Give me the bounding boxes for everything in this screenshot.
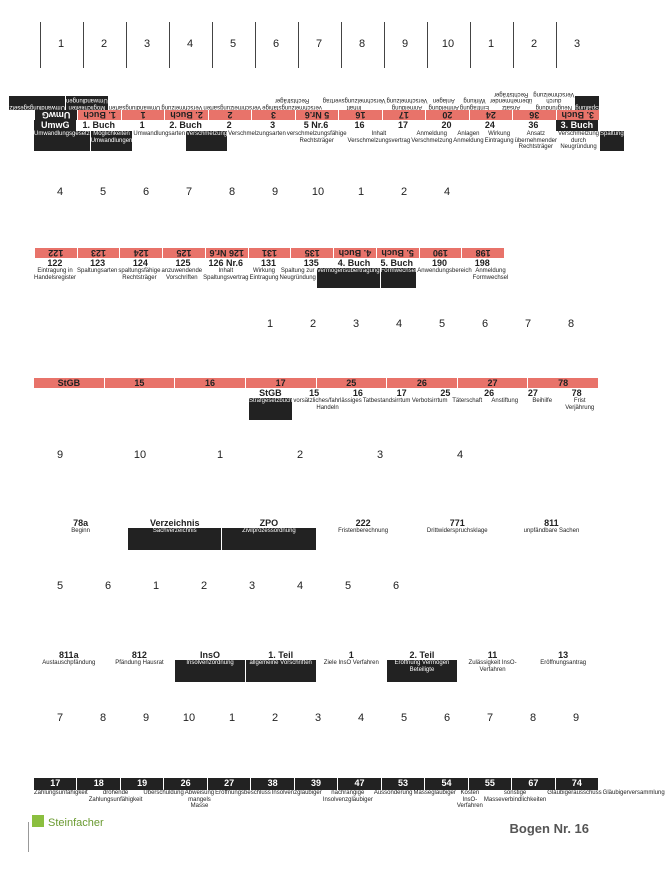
tab-cell: Eröffnungsantrag	[528, 660, 599, 682]
tab-number: 4	[296, 580, 304, 592]
tab-cell: 15	[293, 388, 337, 398]
white-tab-row	[249, 388, 599, 398]
tab-cell: Aussonderung	[374, 790, 414, 812]
sheet-number: Bogen Nr. 16	[509, 821, 589, 836]
tab-cell: vorsätzliches/fahrlässiges Handeln	[293, 398, 362, 420]
tab-cell: 1. Buch	[77, 110, 120, 120]
tab-cell: Beihilfe	[524, 398, 562, 420]
tab-number: 2	[296, 449, 304, 461]
ruler-column	[427, 20, 469, 70]
tab-strip-umwg	[9, 91, 624, 156]
tab-cell: Anmeldung Formwechsel	[473, 268, 510, 288]
ruler-column	[470, 20, 512, 70]
tab-cell: 4. Buch	[333, 248, 376, 258]
tab-cell: 1	[317, 650, 388, 660]
labels-bottom-row	[34, 528, 599, 550]
tab-number: 5	[56, 580, 64, 592]
ruler-column	[556, 20, 598, 70]
tab-cell: 131	[248, 248, 291, 258]
tab-cell: Strafgesetzbuch	[249, 398, 293, 420]
ruler-column	[513, 20, 555, 70]
labels-bottom-row	[34, 790, 665, 812]
tab-cell: 17	[380, 388, 424, 398]
tab-cell: Beginn	[34, 528, 128, 550]
tab-number: 4	[456, 449, 464, 461]
tab-number: 7	[524, 318, 532, 330]
tab-cell: Zahlungsunfähigkeit	[34, 790, 89, 812]
tab-number: 9	[56, 449, 64, 461]
labels-bottom-row	[249, 398, 599, 420]
brand-logo-icon	[32, 815, 44, 827]
tab-cell: 125	[162, 258, 205, 268]
tab-cell: Eröffnung Vermögen Beteiligte	[387, 660, 458, 682]
ruler-column	[83, 20, 125, 70]
tab-cell: 1	[121, 110, 164, 120]
tab-strip-zpo	[34, 490, 599, 550]
tab-cell: Verschmelzungsarten	[202, 96, 261, 110]
tab-cell: 26	[387, 378, 458, 388]
tab-number: 4	[395, 318, 403, 330]
tab-number: 9	[271, 186, 279, 198]
ruler-column	[169, 20, 211, 70]
tab-strip-spaltung	[34, 222, 599, 286]
white-tab-row	[34, 650, 599, 660]
tab-cell: Überschuldung	[143, 790, 184, 812]
tab-cell: UmwG	[34, 110, 77, 120]
tab-cell: 26	[468, 388, 512, 398]
tab-cell: 126 Nr.6	[205, 248, 248, 258]
tab-cell: 198	[461, 258, 504, 268]
tab-cell: 3	[251, 110, 294, 120]
tab-cell: sonstige Masseverbindlichkeiten	[484, 790, 547, 812]
tab-cell: 78	[555, 388, 599, 398]
tab-cell: Drittwiderspruchsklage	[411, 528, 505, 550]
ruler-number: 3	[143, 38, 151, 50]
tab-cell: Anmeldung Verschmelzung	[386, 97, 428, 110]
tab-cell: 55	[469, 778, 512, 790]
tab-cell: Umwandlungsarten	[133, 131, 186, 151]
tab-number: 2	[271, 712, 279, 724]
tab-cell: 20	[425, 110, 468, 120]
tab-cell: 135	[290, 248, 333, 258]
tab-cell: 17	[382, 120, 425, 131]
ruler-number: 9	[401, 38, 409, 50]
tab-cell: 4. Buch	[333, 258, 376, 268]
tab-cell: Zivilprozessordnung	[222, 528, 316, 550]
tab-number: 7	[56, 712, 64, 724]
brand-name: Steinfacher	[48, 817, 104, 829]
ruler-number: 2	[530, 38, 538, 50]
tab-number: 3	[248, 580, 256, 592]
tab-cell: 47	[338, 778, 381, 790]
tab-number: 3	[352, 318, 360, 330]
tab-cell: 2. Buch	[164, 120, 207, 131]
tab-cell: 122	[34, 248, 77, 258]
tab-cell: 124	[119, 258, 162, 268]
ruler-column	[126, 20, 168, 70]
tab-number: 1	[152, 580, 160, 592]
tab-cell: anzuwendende Vorschriften	[161, 268, 203, 288]
red-tab-row	[34, 248, 504, 258]
tab-cell: Eintragung in Handelsregister	[34, 268, 77, 288]
tab-number: 1	[357, 186, 365, 198]
tab-cell: UmwG	[34, 120, 77, 131]
tab-cell: 812	[105, 650, 176, 660]
tab-number: 9	[572, 712, 580, 724]
ruler-column	[341, 20, 383, 70]
tab-cell: 2. Buch	[164, 110, 207, 120]
tab-cell: 3. Buch	[556, 120, 599, 131]
ruler-column	[298, 20, 340, 70]
tab-cell: Ziele InsO Verfahren	[317, 660, 388, 682]
labels-top-row	[9, 91, 599, 110]
tab-number: 10	[311, 186, 325, 198]
tab-cell: 24	[469, 110, 512, 120]
tab-cell: verschmelzungsfähige Rechtsträger	[262, 97, 322, 110]
tab-cell: Insolvenzordnung	[175, 660, 246, 682]
tab-number: 5	[99, 186, 107, 198]
tab-number: 8	[567, 318, 575, 330]
ruler-number: 3	[573, 38, 581, 50]
tab-cell: 19	[121, 778, 164, 790]
tab-cell: Austauschpfändung	[34, 660, 105, 682]
tab-cell: Insolvenzgläubiger	[272, 790, 323, 812]
tab-cell: nachrangige Insolvenzgläubiger	[323, 790, 374, 812]
tab-number: 3	[376, 449, 384, 461]
tab-cell: ZPO	[222, 518, 316, 528]
tab-cell: 74	[556, 778, 599, 790]
tab-cell: 15	[105, 378, 176, 388]
tab-cell: 16	[175, 378, 246, 388]
tab-number: 5	[438, 318, 446, 330]
tab-cell: Gläubigerversammlung	[603, 790, 666, 812]
ruler-column	[40, 20, 82, 70]
tab-cell: Verschmelzung durch Neugründung	[557, 131, 600, 150]
tab-cell: 27	[512, 388, 556, 398]
tab-cell: 3. Buch	[556, 110, 599, 120]
tab-cell: 78a	[34, 518, 128, 528]
top-number-ruler	[40, 20, 600, 70]
tab-cell: InsO	[175, 650, 246, 660]
tab-cell: 125	[162, 248, 205, 258]
tab-cell: Spaltung zur Neugründung	[280, 268, 317, 288]
tab-cell: Verzeichnis	[128, 518, 222, 528]
tab-number: 5	[344, 580, 352, 592]
tab-cell: 198	[461, 248, 504, 258]
tab-cell: 26	[164, 778, 207, 790]
tab-cell: Eröffnungsbeschluss	[215, 790, 272, 812]
tab-cell: Zulässigkeit InsO-Verfahren	[458, 660, 529, 682]
tab-cell: Inhalt Verschmelzungsvertrag	[348, 131, 412, 151]
tab-cell: StGB	[34, 378, 105, 388]
tab-number: 1	[266, 318, 274, 330]
tab-number: 4	[443, 186, 451, 198]
red-tab-row	[34, 110, 599, 120]
tab-cell: 131	[248, 258, 291, 268]
tab-cell: Anlagen Anmeldung	[453, 131, 484, 151]
tab-strip-inso-2	[34, 750, 665, 810]
tab-cell: Gläubigerausschuss	[547, 790, 602, 812]
labels-bottom-row	[34, 131, 624, 151]
tab-cell: Neugründung durch Verschmelzung	[533, 91, 575, 110]
tab-cell: 11	[458, 650, 529, 660]
tab-number: 10	[133, 449, 147, 461]
tab-cell: StGB	[249, 388, 293, 398]
tab-cell: 36	[512, 120, 555, 131]
tab-cell: 16	[338, 120, 381, 131]
tab-cell: 811	[505, 518, 599, 528]
ruler-number: 10	[441, 38, 455, 50]
tab-cell: 771	[411, 518, 505, 528]
tab-number: 3	[314, 712, 322, 724]
tab-cell: Umwandlungsgesetz	[34, 131, 91, 151]
white-tab-row	[34, 120, 599, 131]
tab-cell: Täterschaft	[449, 398, 487, 420]
crop-mark	[28, 822, 29, 852]
tab-number: 6	[104, 580, 112, 592]
tab-cell: 17	[246, 378, 317, 388]
tab-number: 1	[228, 712, 236, 724]
tab-cell: 27	[208, 778, 251, 790]
tab-cell: Vermögensübertragung	[317, 268, 381, 288]
tab-cell: Wirkung Eintragung	[485, 131, 515, 151]
white-tab-row	[34, 258, 504, 268]
ruler-number: 7	[315, 38, 323, 50]
tab-number: 9	[142, 712, 150, 724]
white-tab-row	[34, 778, 599, 790]
tab-number: 7	[185, 186, 193, 198]
tab-cell: Kosten InsO-Verfahren	[457, 790, 484, 812]
tab-cell: 36	[512, 110, 555, 120]
ruler-number: 1	[57, 38, 65, 50]
tab-cell: 5 Nr.6	[295, 110, 338, 120]
tab-cell: spaltungsfähige Rechtsträger	[118, 268, 161, 288]
tab-number: 2	[400, 186, 408, 198]
tab-cell: unpfändbare Sachen	[505, 528, 599, 550]
tab-number: 2	[309, 318, 317, 330]
tab-cell: 25	[424, 388, 468, 398]
tab-number: 7	[486, 712, 494, 724]
tab-number: 1	[216, 449, 224, 461]
tab-cell: Inhalt Spaltungsvertrag	[203, 268, 249, 288]
tab-cell: 54	[425, 778, 468, 790]
tab-cell: Spaltung	[600, 131, 625, 151]
tab-cell: 24	[469, 120, 512, 131]
ruler-number: 1	[487, 38, 495, 50]
tab-cell: Spaltung	[574, 96, 599, 110]
tab-cell: 16	[338, 110, 381, 120]
tab-cell: 1. Teil	[246, 650, 317, 660]
tab-cell: Massegläubiger	[414, 790, 457, 812]
tab-cell: 20	[425, 120, 468, 131]
red-tab-row	[34, 378, 599, 388]
tab-cell: Spaltungsarten	[77, 268, 118, 288]
tab-cell: Wirkung Eintragung	[250, 268, 280, 288]
tab-cell: Eintragung Wirkung	[459, 97, 489, 110]
tab-cell: 18	[77, 778, 120, 790]
tab-cell: 123	[77, 248, 120, 258]
tab-cell: 13	[528, 650, 599, 660]
tab-cell: 2. Teil	[387, 650, 458, 660]
ruler-number: 5	[229, 38, 237, 50]
tab-cell: Möglichkeiten Umwandlungen	[66, 97, 108, 110]
tab-cell: 1	[121, 120, 164, 131]
tab-cell: 3	[251, 120, 294, 131]
tab-cell: Tatbestandsirrtum	[363, 398, 412, 420]
tab-cell: 811a	[34, 650, 105, 660]
tab-number: 10	[182, 712, 196, 724]
tab-cell: Anmeldung Anlagen	[428, 97, 459, 110]
tab-cell: 17	[34, 778, 77, 790]
tab-number: 6	[443, 712, 451, 724]
tab-cell: Frist Verjährung	[561, 398, 599, 420]
tab-cell: 135	[290, 258, 333, 268]
tab-cell: 5. Buch	[376, 258, 419, 268]
tab-cell: Verschmelzung	[186, 131, 228, 151]
tab-number: 4	[357, 712, 365, 724]
tab-number: 2	[200, 580, 208, 592]
tab-number: 4	[56, 186, 64, 198]
tab-cell: 190	[419, 258, 462, 268]
tab-cell: Inhalt Verschmelzungsvertrag	[322, 97, 386, 110]
tab-cell: Formwechsel	[381, 268, 418, 288]
tab-cell: 1. Buch	[77, 120, 120, 131]
tab-cell: 53	[382, 778, 425, 790]
tab-number: 5	[400, 712, 408, 724]
tab-cell: 5 Nr.6	[295, 120, 338, 131]
tab-cell: Fristenberechnung	[317, 528, 411, 550]
tab-strip-inso	[34, 620, 599, 680]
tab-number: 8	[228, 186, 236, 198]
tab-number: 8	[99, 712, 107, 724]
tab-number: 6	[481, 318, 489, 330]
tab-cell: Anmeldung Verschmelzung	[411, 131, 453, 151]
tab-cell: Sachverzeichnis	[128, 528, 222, 550]
tab-number: 8	[529, 712, 537, 724]
tab-cell: Anstiftung	[486, 398, 524, 420]
tab-cell: 190	[419, 248, 462, 258]
tab-cell: 25	[317, 378, 388, 388]
tab-cell: 123	[77, 258, 120, 268]
tab-cell: 16	[337, 388, 381, 398]
tab-cell: Ansatz übernehmender Rechtsträger	[489, 91, 533, 110]
tab-cell: Umwandlungsgesetz	[8, 96, 65, 110]
tab-strip-stgb	[34, 362, 599, 422]
tab-cell: 67	[512, 778, 555, 790]
tab-cell: 2	[208, 120, 251, 131]
tab-number: 6	[142, 186, 150, 198]
tab-cell: drohende Zahlungsunfähigkeit	[89, 790, 144, 812]
tab-cell: 78	[528, 378, 599, 388]
tab-cell: Anwendungsbereich	[417, 268, 472, 288]
tab-cell: 39	[295, 778, 338, 790]
tab-cell: allgemeine Vorschriften	[246, 660, 317, 682]
ruler-number: 4	[186, 38, 194, 50]
labels-bottom-row	[34, 268, 509, 288]
ruler-column	[384, 20, 426, 70]
ruler-column	[255, 20, 297, 70]
tab-cell: 2	[208, 110, 251, 120]
tab-cell: Ansatz übernehmender Rechtsträger	[514, 131, 557, 150]
tab-number: 6	[392, 580, 400, 592]
ruler-column	[212, 20, 254, 70]
tab-cell: Verschmelzung	[160, 96, 202, 110]
tab-cell: Pfändung Hausrat	[105, 660, 176, 682]
tab-cell: 122	[34, 258, 77, 268]
ruler-number: 6	[272, 38, 280, 50]
labels-bottom-row	[34, 660, 599, 682]
tab-cell: 38	[251, 778, 294, 790]
tab-cell: verschmelzungsfähige Rechtsträger	[287, 131, 348, 151]
tab-cell: Verbotsirrtum	[411, 398, 449, 420]
white-tab-row	[34, 518, 599, 528]
tab-cell: 27	[458, 378, 529, 388]
tab-cell: Möglichkeiten Umwandlungen	[91, 131, 134, 151]
tab-cell: Abweisung mangels Masse	[185, 790, 215, 812]
tab-cell: 17	[382, 110, 425, 120]
tab-cell: 5. Buch	[376, 248, 419, 258]
ruler-number: 8	[358, 38, 366, 50]
tab-cell: 124	[119, 248, 162, 258]
ruler-number: 2	[100, 38, 108, 50]
tab-cell: Verschmelzungsarten	[228, 131, 287, 151]
tab-cell: Umwandlungsarten	[108, 96, 161, 110]
tab-cell: 222	[317, 518, 411, 528]
tab-cell: 126 Nr.6	[205, 258, 248, 268]
